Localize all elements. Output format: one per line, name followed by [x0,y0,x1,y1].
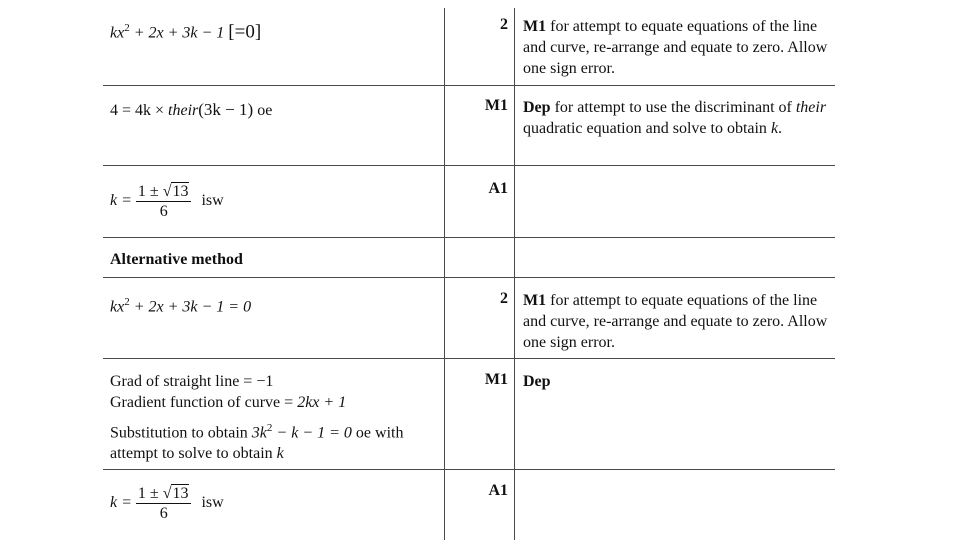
mark-row-5: 2 [500,290,508,307]
answer-their: their [168,102,199,119]
fraction-numerator: 1 ± [137,485,163,502]
guidance-row-6: Dep [523,373,551,390]
answer-k-equals: k = [110,192,132,210]
answer-exponent: 2 [124,22,130,34]
solve-k: k [276,445,284,463]
row-divider-6 [103,469,835,470]
answer-expression: + 2x + 3k − 1 [129,24,229,42]
row-divider-1 [103,85,835,86]
row-divider-5 [103,358,835,359]
answer-fraction [136,484,192,523]
answer-oe: oe [253,102,273,119]
sqrt-symbol: √ [162,183,172,200]
answer-row-5 [110,292,251,317]
row-divider-4 [103,277,835,278]
answer-expression: + 2x + 3k − 1 = 0 [129,298,252,316]
fraction-denominator: 6 [159,505,168,522]
mark-row-2: M1 [484,97,508,114]
answer-row-7 [110,484,224,523]
answer-term: kx [110,24,125,42]
guidance-row-1 [523,16,833,79]
guidance-mark-code: Dep [523,99,551,116]
row-divider-3 [103,237,835,238]
substitution-term: 3k [251,424,267,442]
answer-row-6 [110,371,440,464]
mark-row-7: A1 [488,482,508,499]
sqrt-radicand: 13 [172,485,189,502]
guidance-k: k [770,120,779,137]
fraction-numerator: 1 ± [137,183,163,200]
answer-line-substitution [110,418,440,443]
sqrt-symbol: √ [162,485,172,502]
substitution-label: Substitution to obtain [110,424,252,442]
column-divider-answer [444,8,445,540]
guidance-mark-code: M1 [523,292,547,309]
guidance-text: for attempt to use the discriminant of [550,99,796,116]
guidance-their: their [795,99,827,116]
answer-isw: isw [201,494,224,512]
guidance-row-2 [523,97,833,139]
guidance-period: . [778,120,783,137]
answer-row-2 [110,99,272,121]
answer-line-gradient-line: Grad of straight line = −1 [110,373,274,390]
gradient-label: Gradient function of curve = [110,394,298,411]
answer-fraction [136,182,192,221]
guidance-mark-code: M1 [523,18,547,35]
guidance-text: for attempt to equate equations of the line and curve, re-arrange and equate to zero. Allow one sign error. [523,18,828,77]
mark-row-3: A1 [488,180,508,197]
answer-term: kx [110,298,125,316]
guidance-text: quadratic equation and solve to obtain [523,120,771,137]
answer-exponent: 2 [124,296,130,308]
answer-row-3 [110,182,224,221]
guidance-row-5 [523,290,833,353]
answer-line-gradient-curve [110,392,440,413]
answer-expression: 4 = 4k × [110,102,169,119]
gradient-expression: 2kx + 1 [297,394,347,411]
mark-row-6: M1 [484,371,508,388]
alternative-method-heading: Alternative method [110,251,243,268]
answer-row-1 [110,18,261,43]
answer-line-solve [110,443,440,464]
substitution-oe: oe with [351,424,404,442]
answer-k-equals: k = [110,494,132,512]
fraction-denominator: 6 [159,203,168,220]
mark-row-1: 2 [500,16,508,33]
answer-bracket: [=0] [228,21,262,43]
substitution-expression: − k − 1 = 0 [272,424,352,442]
answer-factor: (3k − 1) [198,100,254,119]
substitution-exponent: 2 [266,422,273,434]
answer-isw: isw [201,192,224,210]
solve-label: attempt to solve to obtain [110,445,277,463]
guidance-text: for attempt to equate equations of the line and curve, re-arrange and equate to zero. Allow one sign error. [523,292,828,351]
column-divider-mark [514,8,515,540]
sqrt-radicand: 13 [172,183,189,200]
row-divider-2 [103,165,835,166]
